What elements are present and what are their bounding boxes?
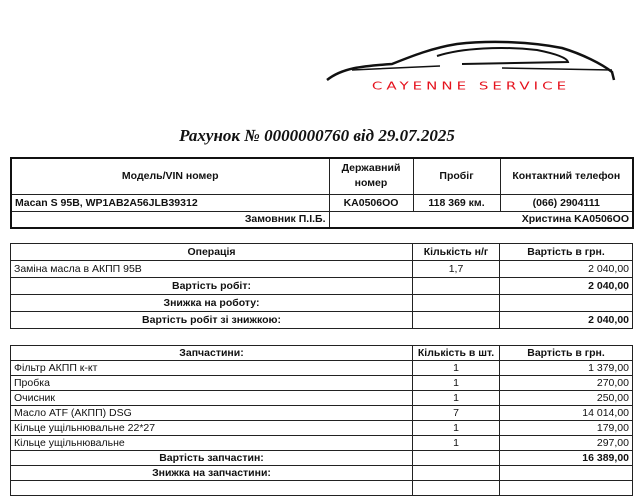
parts-table (10, 345, 633, 496)
table-header-row (11, 346, 633, 361)
empty-cell (413, 312, 500, 329)
table-row (11, 406, 633, 421)
header-price: Вартість в грн. (500, 346, 633, 361)
works-discount-label: Знижка на роботу: (11, 295, 413, 312)
parts-discount (500, 466, 633, 481)
table-row (11, 361, 633, 376)
works-discounted-row (11, 312, 633, 329)
part-name: Фільтр АКПП к-кт (11, 361, 413, 376)
invoice-title: Рахунок № 0000000760 від 29.07.2025 (179, 126, 455, 145)
part-price: 297,00 (500, 436, 633, 451)
header-price: Вартість в грн. (500, 244, 633, 261)
header-model-vin: Модель/VIN номер (11, 158, 329, 194)
phone: (066) 2904111 (500, 194, 633, 211)
table-row (11, 194, 633, 211)
operation-price: 2 040,00 (500, 261, 633, 278)
header-phone: Контактний телефон (500, 158, 633, 194)
brand-name: CAYENNE SERVICE (371, 79, 571, 93)
empty-cell (413, 451, 500, 466)
part-name: Пробка (11, 376, 413, 391)
works-discounted-label: Вартість робіт зі знижкою: (11, 312, 413, 329)
works-total-label: Вартість робіт: (11, 278, 413, 295)
operation-name: Заміна масла в АКПП 95B (11, 261, 413, 278)
vehicle-table (10, 157, 634, 229)
operation-qty: 1,7 (413, 261, 500, 278)
empty-cell (413, 295, 500, 312)
part-price: 1 379,00 (500, 361, 633, 376)
works-total: 2 040,00 (500, 278, 633, 295)
parts-discount-label: Знижка на запчастини: (11, 466, 413, 481)
header-qty: Кількість в шт. (413, 346, 500, 361)
model-vin: Macan S 95B, WP1AB2A56JLB39312 (11, 194, 329, 211)
parts-discount-row (11, 466, 633, 481)
part-qty: 1 (413, 436, 500, 451)
table-row (11, 211, 633, 228)
header-operation: Операція (11, 244, 413, 261)
empty-cell (413, 278, 500, 295)
parts-total-row (11, 451, 633, 466)
part-qty: 1 (413, 376, 500, 391)
customer-name: Христина KA0506OO (329, 211, 633, 228)
customer-label: Замовник П.І.Б. (11, 211, 329, 228)
part-name: Очисник (11, 391, 413, 406)
table-row (11, 261, 633, 278)
part-qty: 1 (413, 421, 500, 436)
part-name: Кільце ущільнювальне (11, 436, 413, 451)
empty-cell (413, 481, 500, 496)
empty-cell (500, 481, 633, 496)
part-price: 14 014,00 (500, 406, 633, 421)
works-discount-row (11, 295, 633, 312)
part-qty: 1 (413, 361, 500, 376)
works-discount (500, 295, 633, 312)
plate: KA0506OO (329, 194, 413, 211)
table-row (11, 436, 633, 451)
table-row (11, 481, 633, 496)
part-name: Кільце ущільнювальне 22*27 (11, 421, 413, 436)
parts-total-label: Вартість запчастин: (11, 451, 413, 466)
works-total-row (11, 278, 633, 295)
works-table (10, 243, 633, 329)
header-mileage: Пробіг (413, 158, 500, 194)
parts-total: 16 389,00 (500, 451, 633, 466)
header-parts: Запчастини: (11, 346, 413, 361)
header-plate: Державний номер (329, 158, 413, 194)
header-hours: Кількість н/г (413, 244, 500, 261)
table-header-row (11, 158, 633, 194)
part-qty: 7 (413, 406, 500, 421)
table-row (11, 421, 633, 436)
part-price: 179,00 (500, 421, 633, 436)
empty-cell (11, 481, 413, 496)
part-price: 250,00 (500, 391, 633, 406)
table-row (11, 391, 633, 406)
mileage: 118 369 км. (413, 194, 500, 211)
part-qty: 1 (413, 391, 500, 406)
works-discounted: 2 040,00 (500, 312, 633, 329)
part-name: Масло ATF (АКПП) DSG (11, 406, 413, 421)
empty-cell (413, 466, 500, 481)
table-header-row (11, 244, 633, 261)
table-row (11, 376, 633, 391)
part-price: 270,00 (500, 376, 633, 391)
